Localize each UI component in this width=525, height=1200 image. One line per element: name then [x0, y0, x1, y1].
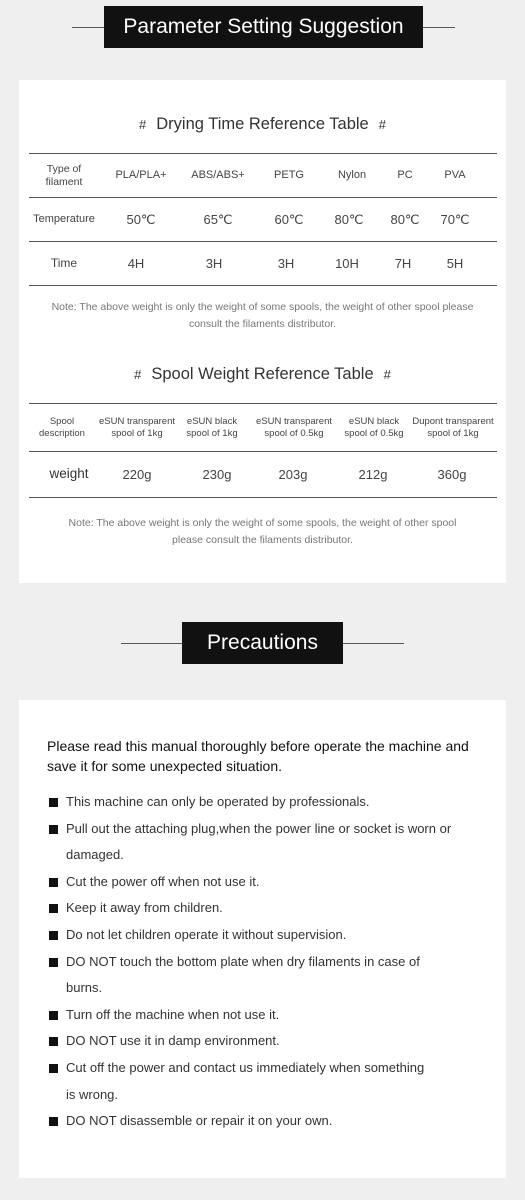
table-cell: 10H — [335, 255, 359, 271]
table-cell: 7H — [394, 255, 412, 271]
spool-table-title: # Spool Weight Reference Table # — [134, 365, 391, 383]
list-item: Keep it away from children. — [47, 895, 487, 922]
table-cell: 65℃ — [203, 211, 233, 227]
header-rule-right — [423, 27, 455, 28]
header-rule-left — [121, 643, 182, 644]
list-item: Cut off the power and contact us immediately when something is wrong. — [47, 1055, 437, 1108]
square-bullet-icon — [49, 904, 58, 913]
table-cell: PLA/PLA+ — [115, 168, 167, 181]
section-title: Parameter Setting Suggestion — [104, 6, 423, 48]
table-cell: Temperature — [33, 212, 95, 225]
table-cell: 360g — [437, 466, 467, 482]
table-cell: 70℃ — [440, 211, 470, 227]
square-bullet-icon — [49, 931, 58, 940]
table-cell: ABS/ABS+ — [191, 168, 245, 181]
table-cell: eSUN black spool of 0.5kg — [344, 416, 404, 439]
square-bullet-icon — [49, 878, 58, 887]
square-bullet-icon — [49, 1064, 58, 1073]
list-item: Turn off the machine when not use it. — [47, 1002, 487, 1029]
list-item: DO NOT use it in damp environment. — [47, 1028, 487, 1055]
precautions-list — [47, 789, 487, 1135]
table-cell: Nylon — [337, 168, 367, 181]
header-rule-right — [343, 643, 404, 644]
list-item: This machine can only be operated by professionals. — [47, 789, 487, 816]
parameter-card — [19, 80, 506, 583]
square-bullet-icon — [49, 1037, 58, 1046]
spool-note: Note: The above weight is only the weight of some spools, the weight of other spool please consult the filaments distributor. — [68, 517, 457, 546]
square-bullet-icon — [49, 1011, 58, 1020]
table-cell: Spool description — [39, 416, 85, 439]
table-cell: 80℃ — [334, 211, 364, 227]
table-cell: PVA — [444, 168, 466, 181]
table-rule — [29, 497, 497, 498]
table-cell: 50℃ — [126, 211, 156, 227]
list-item: Do not let children operate it without supervision. — [47, 922, 487, 949]
header-rule-left — [72, 27, 104, 28]
table-cell: 4H — [127, 255, 145, 271]
table-cell: 80℃ — [390, 211, 420, 227]
section-header-parameters — [0, 6, 525, 50]
table-cell: 212g — [358, 466, 388, 482]
table-cell: Type of filament — [45, 162, 83, 188]
list-item: DO NOT disassemble or repair it on your own. — [47, 1108, 487, 1135]
table-cell: eSUN transparent spool of 1kg — [98, 416, 176, 439]
table-cell: 60℃ — [274, 211, 304, 227]
list-item: Pull out the attaching plug,when the power line or socket is worn or damaged. — [47, 816, 467, 869]
table-cell: 220g — [122, 466, 152, 482]
list-item: Cut the power off when not use it. — [47, 869, 487, 896]
table-cell: PETG — [274, 168, 304, 181]
table-cell: Time — [50, 256, 78, 271]
precautions-intro: Please read this manual thoroughly before operate the machine and save it for some unexpected situation. — [47, 738, 469, 774]
table-cell: weight — [49, 466, 89, 482]
square-bullet-icon — [49, 958, 58, 967]
table-cell: 3H — [205, 255, 223, 271]
table-cell: 203g — [278, 466, 308, 482]
list-item: DO NOT touch the bottom plate when dry filaments in case of burns. — [47, 949, 437, 1002]
section-title: Precautions — [182, 622, 343, 664]
table-cell: eSUN black spool of 1kg — [186, 416, 238, 439]
square-bullet-icon — [49, 1117, 58, 1126]
table-cell: 3H — [277, 255, 295, 271]
table-cell: eSUN transparent spool of 0.5kg — [255, 416, 333, 439]
square-bullet-icon — [49, 825, 58, 834]
table-cell: 5H — [446, 255, 464, 271]
table-cell: Dupont transparent spool of 1kg — [412, 416, 494, 439]
table-rule — [29, 285, 497, 286]
table-cell: PC — [397, 168, 413, 181]
square-bullet-icon — [49, 798, 58, 807]
precautions-card — [19, 700, 506, 1178]
section-header-precautions — [0, 622, 525, 666]
drying-note: Note: The above weight is only the weight of some spools, the weight of other spool please consult the filaments distributor. — [51, 301, 474, 330]
table-cell: 230g — [202, 466, 232, 482]
drying-table-title: # Drying Time Reference Table # — [139, 115, 386, 133]
